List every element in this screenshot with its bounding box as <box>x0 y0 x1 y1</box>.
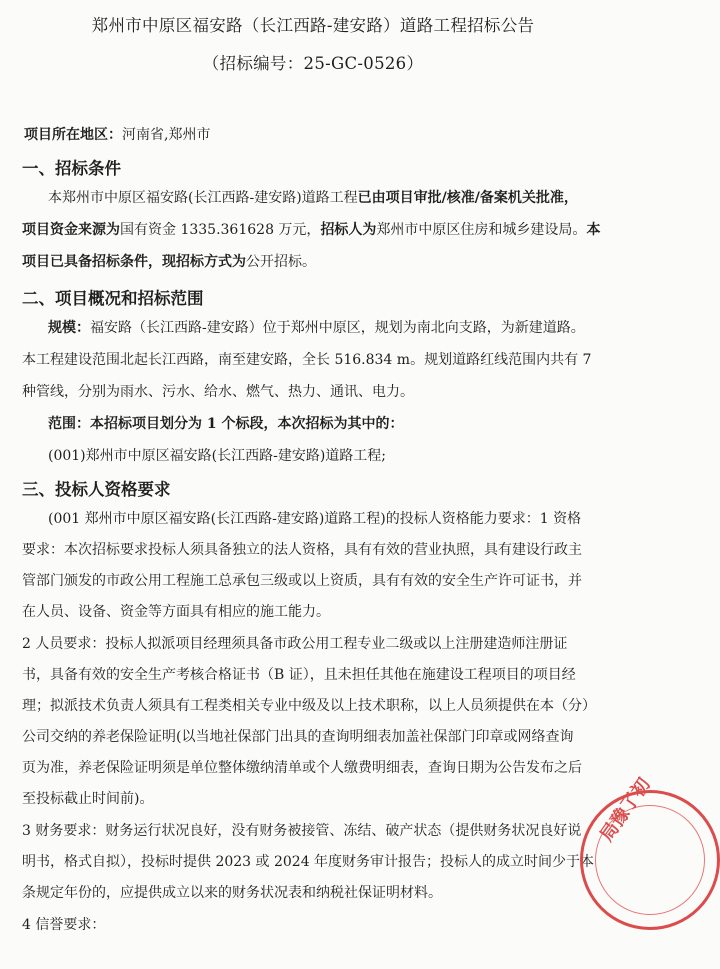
scale-text: 福安路（长江西路-建安路）位于郑州中原区，规划为南北向支路，为新建道路。 <box>90 320 585 336</box>
personnel-line: 公司交纳的养老保险证明(以当地社保部门出具的查询明细表加盖社保部门印章或网络查询 <box>22 729 574 745</box>
credit-line: 4 信誉要求： <box>22 917 106 933</box>
page-title: 郑州市中原区福安路（长江西路-建安路）道路工程招标公告 <box>91 16 535 35</box>
section1-line1 <box>48 187 578 207</box>
official-seal <box>580 774 720 930</box>
section1-text-bold: 项目已具备招标条件，现招标方式为 <box>22 254 246 270</box>
section1-text: 郑州市中原区住房和城乡建设局。 <box>376 222 587 238</box>
personnel-line: 页为准，养老保险证明须是单位整体缴纳清单或个人缴费明细表，查询日期为公告发布之后 <box>22 760 582 776</box>
qualification-line: 在人员、设备、资金等方面具有相应的施工能力。 <box>22 604 330 620</box>
section1-text: 国有资金 1335.361628 万元， <box>120 222 321 238</box>
section1-text-bold: 招标人为 <box>320 222 377 238</box>
section2-line1 <box>48 317 585 337</box>
section2-lot: (001)郑州市中原区福安路(长江西路-建安路)道路工程; <box>48 448 387 464</box>
tender-code: （招标编号：25-GC-0526） <box>202 54 424 73</box>
scale-label: 规模： <box>48 320 90 336</box>
section1-line2 <box>22 219 600 239</box>
qualification-line: 管部门颁发的市政公用工程施工总承包三级或以上资质，具有有效的安全生产许可证书，并 <box>22 573 582 589</box>
section1-text-bold: 已由项目审批/核准/备案机关批准， <box>357 190 578 206</box>
personnel-line: 2 人员要求：投标人拟派项目经理须具备市政公用工程专业二级或以上注册建造师注册证 <box>22 636 568 652</box>
section1-text: 公开招标。 <box>246 254 316 270</box>
location-line <box>24 124 210 144</box>
section1-text-bold: 项目资金来源为 <box>22 222 120 238</box>
personnel-line: 至投标截止时间前)。 <box>22 791 154 807</box>
personnel-line: 书，具备有效的安全生产考核合格证书（B 证），且未担任其他在施建设工程项目的项目经 <box>22 667 576 683</box>
finance-line: 明书，格式自拟），投标时提供 2023 或 2024 年度财务审计报告；投标人的成立时间少于本 <box>22 854 595 870</box>
qualification-line: (001 郑州市中原区福安路(长江西路-建安路)道路工程)的投标人资格能力要求：1 资格 <box>48 511 582 527</box>
section2-heading: 二、项目概况和招标范围 <box>22 289 204 308</box>
finance-line: 条规定年份的，应提供成立以来的财务状况表和纳税社保证明材料。 <box>22 885 442 901</box>
finance-line: 3 财务要求：财务运行状况良好，没有财务被接管、冻结、破产状态（提供财务状况良好说 <box>22 823 582 839</box>
section1-text: 本郑州市中原区福安路(长江西路-建安路)道路工程 <box>48 190 358 206</box>
location-label: 项目所在地区： <box>24 127 122 143</box>
section3-heading: 三、投标人资格要求 <box>22 480 171 499</box>
section1-heading: 一、招标条件 <box>22 159 121 178</box>
section2-line3: 种管线，分别为雨水、污水、给水、燃气、热力、通讯、电力。 <box>22 384 414 400</box>
qualification-line: 要求：本次招标要求投标人须具备独立的法人资格，具有有效的营业执照，具有建设行政主 <box>22 542 582 558</box>
seal-text: 局豫了初 <box>596 774 655 846</box>
section2-line2: 本工程建设范围北起长江西路，南至建安路，全长 516.834 m。规划道路红线范围内共有 7 <box>22 352 592 368</box>
section1-line3 <box>22 251 316 271</box>
location-value: 河南省,郑州市 <box>122 127 211 143</box>
section2-scope: 范围：本招标项目划分为 1 个标段，本次招标为其中的： <box>48 416 404 432</box>
personnel-line: 理；拟派技术负责人须具有工程类相关专业中级及以上技术职称，以上人员须提供在本（分） <box>22 698 596 714</box>
section1-text-bold: 本 <box>586 222 601 238</box>
